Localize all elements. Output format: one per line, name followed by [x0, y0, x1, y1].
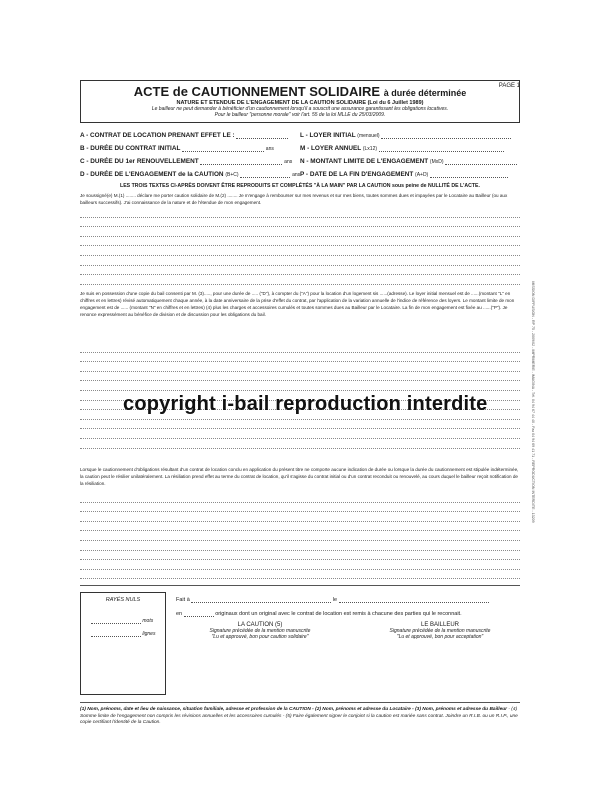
field-a-label: A - CONTRAT DE LOCATION PRENANT EFFET LE : — [80, 132, 235, 139]
writing-line[interactable] — [80, 381, 520, 391]
field-c-input[interactable] — [200, 159, 282, 165]
signature-caution[interactable] — [190, 622, 330, 640]
bailleur-mention-2: "Lu et approuvé, bon pour acceptation" — [396, 634, 484, 640]
field-c[interactable] — [80, 158, 292, 165]
writing-line[interactable] — [80, 246, 520, 256]
originaux-text: originaux dont un original avec le contrat de location est remis à chacune des parties qui le reconnait. — [215, 611, 462, 617]
writing-line[interactable] — [80, 493, 520, 503]
rayes-nuls-box — [80, 592, 166, 695]
field-d[interactable] — [80, 171, 300, 178]
footnote-bold: (1) Nom, prénoms, date et lieu de naissance, situation familiale, adresse et profession de la CAUTION - (2) Nom, prénoms et adresse du Locataire - (3) Nom, prénoms et adresse du Bailleur — [80, 707, 508, 712]
title-box — [80, 80, 520, 123]
field-n-ref: (MxD) — [429, 159, 444, 165]
field-n[interactable] — [300, 158, 517, 165]
writing-line[interactable] — [80, 266, 520, 276]
writing-line[interactable] — [80, 570, 520, 580]
writing-line[interactable] — [80, 343, 520, 353]
date-input[interactable] — [339, 597, 489, 603]
mots-label: mots — [142, 618, 154, 624]
text-bail: Je suis en possession d'une copie du bail consenti par M. (3)....., pour une durée de ..... ("D"), à compter du ("A") pour la location d'un logement sis ......(adresse). Le loyer initial mensuel est de ......(montant "L" en chiffres et en lettres) révisé automatiquement chaque année, à la date anniversaire de la prise d'effet du contrat, par l'application de la variation annuelle de l'indice de référence des loyers. Le montant limite de mon engagement est de ...... (montant "N" en chiffres et en lettres) (4) plus les charges et accessoires cumulés et toutes sommes dues au Bailleur par le Locataire. La fin de mon engagement est fixée au ......("P"). Je renonce expressément au bénéfice de division et de discussion pour les obligations du bail. — [80, 291, 515, 317]
fait-a-input[interactable] — [191, 597, 331, 603]
field-a-input[interactable] — [236, 133, 288, 139]
document-title — [81, 84, 519, 99]
field-m-label: M - LOYER ANNUEL — [300, 145, 362, 152]
caution-mention-2: "Lu et approuvé, bon pour caution solidaire" — [211, 634, 309, 640]
writing-line[interactable] — [80, 256, 520, 266]
le-label: le — [332, 597, 338, 603]
rayes-lignes[interactable] — [91, 631, 155, 637]
en-label: en — [176, 611, 183, 617]
field-l[interactable] — [300, 132, 511, 139]
writing-line[interactable] — [80, 227, 520, 237]
copyright-watermark: copyright i-bail reproduction interdite — [123, 393, 488, 415]
originaux-row[interactable] — [176, 611, 506, 617]
fait-a-label: Fait à — [176, 597, 190, 603]
field-d-ref: (B+C) — [225, 172, 239, 178]
field-l-input[interactable] — [381, 133, 511, 139]
text-engagement: Je soussigné(e) M.(1) ........ déclare me porter caution solidaire de M.(2) ........ Je m'engage à rembourser sur mes revenus et sur mes biens, toutes sommes dues et impayées par le Locataire au Bailleur (ou aux bailleurs successifs). J'ai connaissance de la nature et de l'étendue de mon engagement. — [80, 193, 508, 205]
writing-line[interactable] — [80, 362, 520, 372]
text-resiliation: Lorsque le cautionnement d'obligations résultant d'un contrat de location conclu en application du présent titre ne comporte aucune indication de durée ou lorsque la durée du cautionnement est stipulée indéterminée, la caution peut le résilier unilatéralement. La résiliation prend effet au terme du contrat de location, qu'il s'agisse du contrat initial ou d'un contrat reconduit ou renouvelé, au cours duquel le bailleur reçoit notification de la résiliation. — [80, 467, 519, 486]
writing-line[interactable] — [80, 237, 520, 247]
bailleur-mention-1: Signature précédée de la mention manuscrite — [389, 628, 491, 634]
writing-line[interactable] — [80, 208, 520, 218]
title-suffix: à durée déterminée — [383, 88, 467, 98]
writing-line[interactable] — [80, 353, 520, 363]
footnotes — [80, 707, 520, 727]
field-c-label: C - DURÉE DU 1er RENOUVELLEMENT — [80, 158, 199, 165]
field-b[interactable] — [80, 145, 274, 152]
field-l-label: L - LOYER INITIAL — [300, 132, 356, 139]
field-m-ref: (Lx12) — [362, 146, 378, 152]
field-n-input[interactable] — [445, 159, 517, 165]
divider — [80, 585, 520, 586]
field-p-input[interactable] — [430, 172, 508, 178]
side-imprint-text: MISSION DIFFUSION - RP 75 - 2009/02 - IMPRIMERIE - IMAGINA - Tél. 04 94 67 44 40 - Fax 04 94 69 41 71 - REPRODUCTION INTERDITE - 13209 — [531, 281, 535, 523]
writing-line[interactable] — [80, 551, 520, 561]
field-a[interactable] — [80, 132, 288, 139]
writing-line[interactable] — [80, 218, 520, 228]
writing-line[interactable] — [80, 560, 520, 570]
caution-title: LA CAUTION (5) — [237, 622, 283, 628]
field-b-input[interactable] — [182, 146, 264, 152]
handwriting-lines-3[interactable] — [80, 493, 520, 579]
originaux-count-input[interactable] — [184, 611, 214, 617]
field-b-unit: ans — [265, 146, 274, 152]
writing-line[interactable] — [80, 522, 520, 532]
field-n-label: N - MONTANT LIMITE DE L'ENGAGEMENT — [300, 158, 429, 165]
title-main: ACTE de CAUTIONNEMENT SOLIDAIRE — [133, 84, 381, 99]
note-line-1: Le bailleur ne peut demander à bénéficier d'un cautionnement lorsqu'il a souscrit une assurance garantissant les obligations locatives. — [151, 106, 449, 112]
field-c-unit: ans — [284, 159, 293, 165]
rayes-mots[interactable] — [91, 618, 153, 624]
writing-line[interactable] — [80, 275, 520, 285]
field-d-input[interactable] — [240, 172, 290, 178]
field-p[interactable] — [300, 171, 508, 178]
writing-line[interactable] — [80, 429, 520, 439]
note-line-2: Pour le bailleur "personne morale" voir l'art. 55 de la loi MLLE du 25/03/2009. — [214, 112, 386, 118]
caution-mention-1: Signature précédée de la mention manuscrite — [209, 628, 311, 634]
writing-line[interactable] — [80, 541, 520, 551]
side-imprint — [526, 260, 534, 550]
field-d-unit: ans — [292, 172, 301, 178]
writing-line[interactable] — [80, 439, 520, 449]
signature-bailleur[interactable] — [370, 622, 510, 640]
field-d-label: D - DURÉE DE L'ENGAGEMENT de la CAUTION — [80, 171, 224, 178]
page-number: PAGE 1 — [498, 83, 520, 89]
document-subtitle: NATURE ET ETENDUE DE L'ENGAGEMENT DE LA CAUTION SOLIDAIRE (Loi du 6 Juillet 1989) — [176, 100, 424, 106]
handwriting-lines-1[interactable] — [80, 208, 520, 285]
writing-line[interactable] — [80, 372, 520, 382]
mots-input[interactable] — [91, 618, 141, 624]
field-l-ref: (mensuel) — [357, 133, 380, 139]
bailleur-title: LE BAILLEUR — [420, 622, 460, 628]
writing-line[interactable] — [80, 503, 520, 513]
writing-line[interactable] — [80, 420, 520, 430]
fait-a-row[interactable] — [176, 597, 489, 603]
field-m[interactable] — [300, 145, 504, 152]
footnote-rest: - (4) Somme limite de l'engagement non compris les révisions annuelles et les accessoires cumulés - (5) Faire également signer le conjoint si la caution est mariée sans contrat. Joindre un R.I.B. ou un R.I.P., une copie certifiant l'identité de la Caution. — [80, 707, 518, 725]
lignes-input[interactable] — [91, 631, 141, 637]
footer-divider — [80, 702, 520, 703]
writing-line[interactable] — [80, 531, 520, 541]
handwriting-banner: LES TROIS TEXTES CI-APRÈS DOIVENT ÊTRE REPRODUITS ET COMPLÉTÉS "À LA MAIN" PAR LA CAUTION sous peine de NULLITÉ DE L'ACTE. — [120, 183, 480, 189]
lignes-label: lignes — [142, 631, 156, 637]
field-b-label: B - DURÉE DU CONTRAT INITIAL — [80, 145, 181, 152]
field-p-ref: (A+D) — [415, 172, 429, 178]
field-m-input[interactable] — [379, 146, 504, 152]
rayes-title: RAYÉS NULS — [105, 597, 141, 603]
writing-line[interactable] — [80, 512, 520, 522]
field-p-label: P - DATE DE LA FIN D'ENGAGEMENT — [300, 171, 414, 178]
